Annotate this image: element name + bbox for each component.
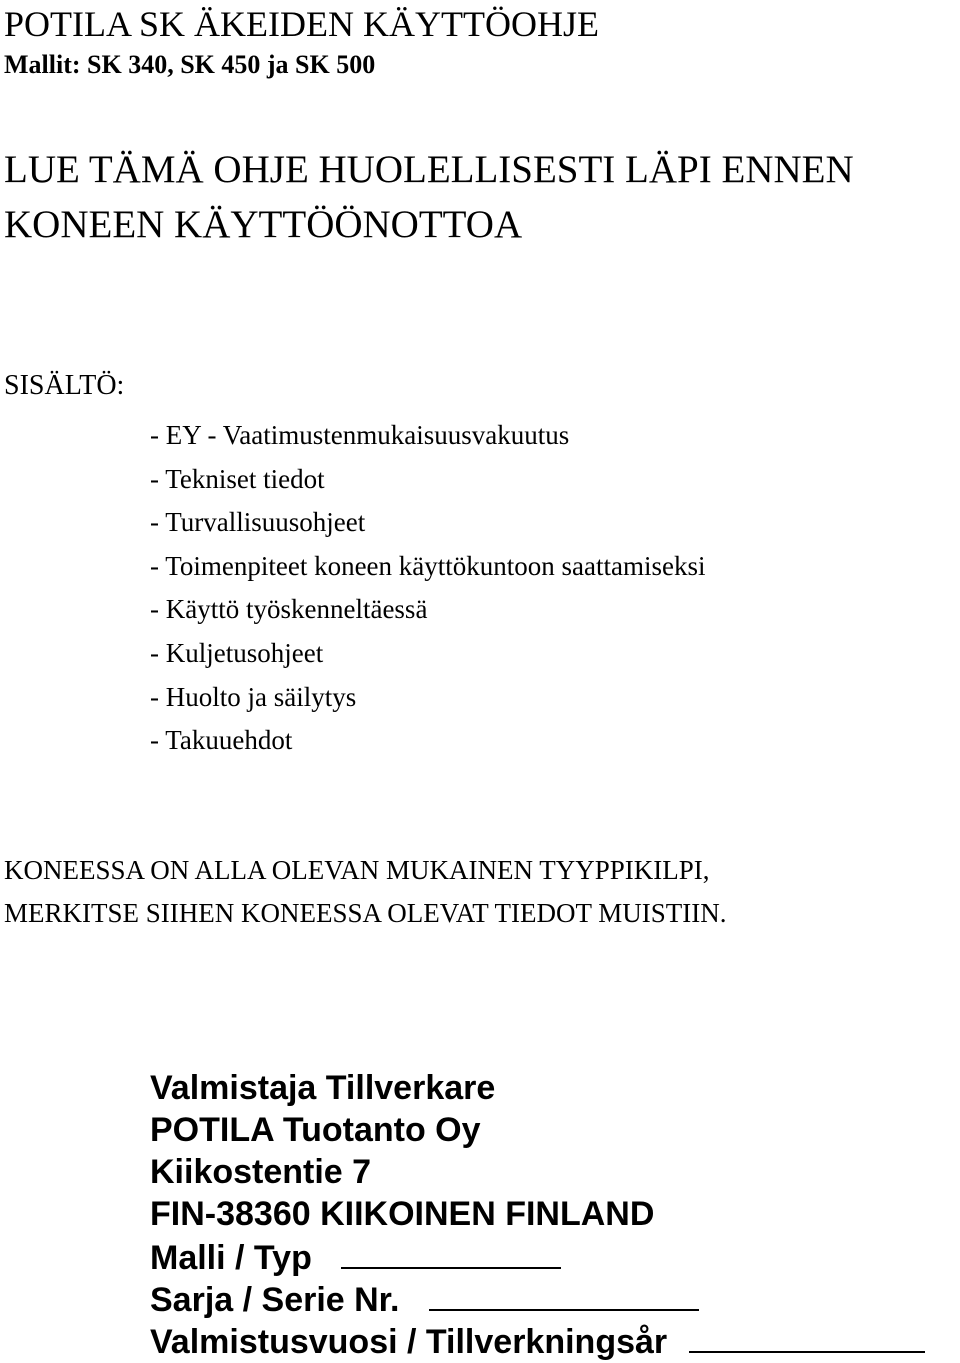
company-name: POTILA Tuotanto Oy xyxy=(150,1111,481,1149)
street-address: Kiikostentie 7 xyxy=(150,1153,372,1191)
model-row xyxy=(150,1237,925,1279)
model-blank-field[interactable] xyxy=(341,1237,561,1269)
contents-item: - Toimenpiteet koneen käyttökuntoon saattamiseksi xyxy=(150,550,706,581)
year-row xyxy=(150,1321,925,1363)
model-label: Malli / Typ xyxy=(150,1239,312,1277)
nameplate-note-line-2: MERKITSE SIIHEN KONEESSA OLEVAT TIEDOT MUISTIIN. xyxy=(4,898,727,928)
serial-row xyxy=(150,1279,925,1321)
contents-item: - Tekniset tiedot xyxy=(150,463,325,494)
contents-item: - EY - Vaatimustenmukaisuusvakuutus xyxy=(150,420,570,450)
contents-item: - Turvallisuusohjeet xyxy=(150,507,366,538)
city-address: FIN-38360 KIIKOINEN FINLAND xyxy=(150,1195,655,1233)
models-subtitle: Mallit: SK 340, SK 450 ja SK 500 xyxy=(4,50,376,79)
manufacturer-label: Valmistaja Tillverkare xyxy=(150,1069,496,1107)
year-blank-field[interactable] xyxy=(689,1321,925,1353)
nameplate-note-line-1: KONEESSA ON ALLA OLEVAN MUKAINEN TYYPPIKILPI, xyxy=(4,855,710,885)
contents-item: - Huolto ja säilytys xyxy=(150,681,357,712)
nameplate-block xyxy=(150,1069,925,1363)
contents-item: - Takuuehdot xyxy=(150,725,293,756)
year-label: Valmistusvuosi / Tillverkningsår xyxy=(150,1323,668,1361)
warning-line-2: KONEEN KÄYTTÖÖNOTTOA xyxy=(4,203,523,246)
warning-line-1: LUE TÄMÄ OHJE HUOLELLISESTI LÄPI ENNEN xyxy=(4,148,854,191)
document-title: POTILA SK ÄKEIDEN KÄYTTÖOHJE xyxy=(4,4,599,44)
serial-blank-field[interactable] xyxy=(429,1279,699,1311)
serial-label: Sarja / Serie Nr. xyxy=(150,1281,400,1319)
contents-label: SISÄLTÖ: xyxy=(4,370,125,401)
contents-item: - Käyttö työskenneltäessä xyxy=(150,594,428,625)
contents-list xyxy=(150,420,706,769)
contents-item: - Kuljetusohjeet xyxy=(150,637,324,668)
